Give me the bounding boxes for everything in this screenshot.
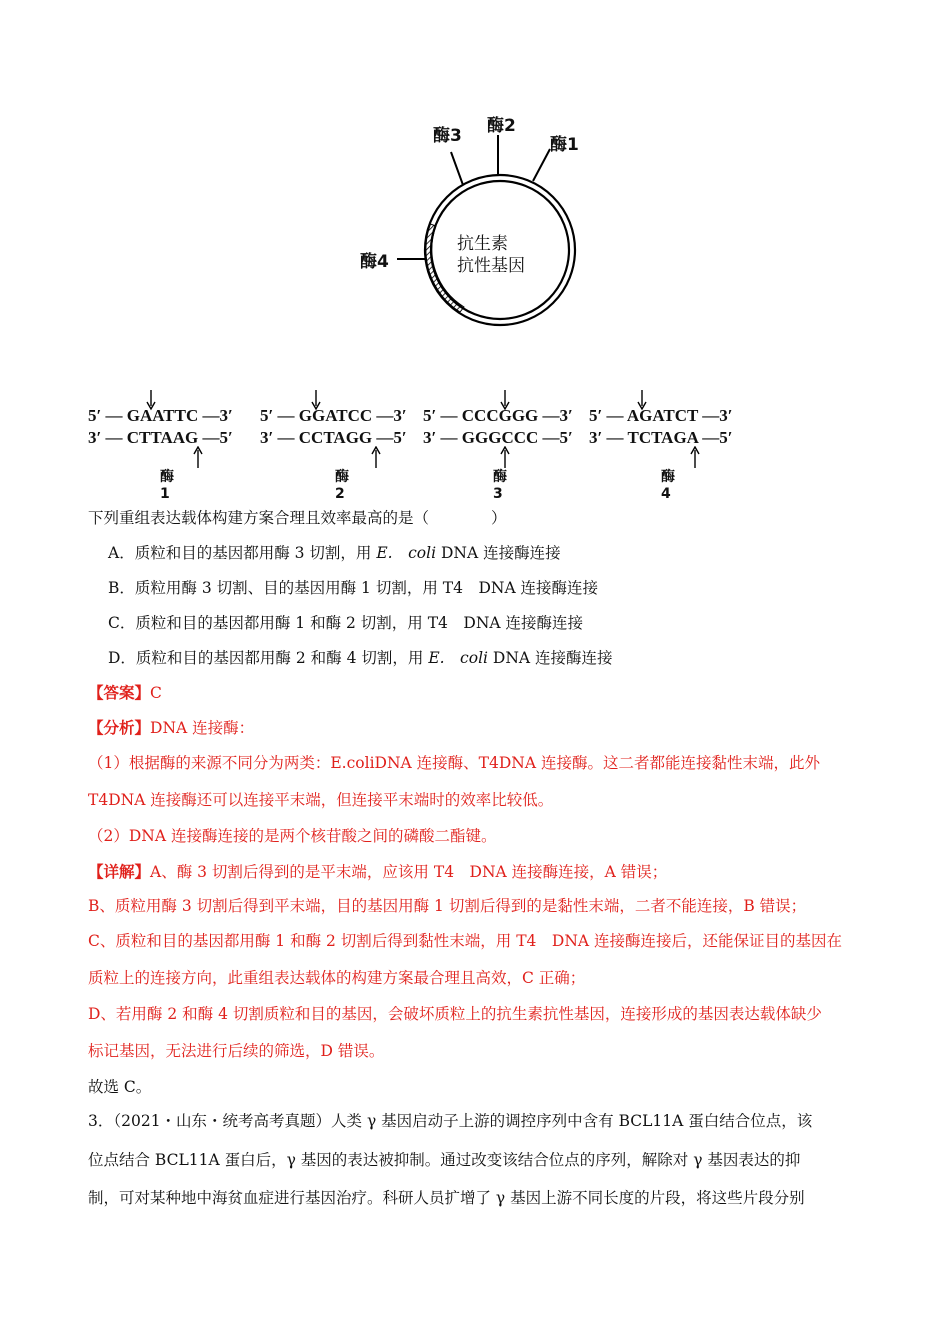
enzyme-label-1: 酶1 (160, 469, 174, 502)
enzyme-label-3: 酶3 (493, 469, 507, 502)
cut-arrow-bottom-2 (370, 446, 382, 468)
option-a-italic: E. coli (376, 544, 437, 562)
sequence-bottom-2: 3′ — CCTAGG —5′ (260, 428, 407, 447)
plasmid-label-enzyme4: 酶4 (360, 252, 389, 272)
sequence-top-4: 5′ — AGATCT —3′ (589, 406, 733, 425)
option-a-post: DNA 连接酶连接 (440, 544, 561, 562)
option-d-italic: E. coli (428, 649, 488, 667)
explanation-tag: 【详解】 (88, 862, 151, 881)
sequence-bottom-1: 3′ — CTTAAG —5′ (88, 428, 233, 447)
analysis-tag: 【分析】 (88, 718, 151, 737)
question-stem: 下列重组表达载体构建方案合理且效率最高的是（ ） (88, 509, 507, 527)
next-question-line1: 3．（2021・山东・统考高考真题）人类 γ 基因启动子上游的调控序列中含有 BCL11A 蛋白结合位点，该 (88, 1112, 813, 1130)
next-question-line3: 制，可对某种地中海贫血症进行基因治疗。科研人员扩增了 γ 基因上游不同长度的片段，将这些片段分别 (88, 1189, 805, 1207)
explanation-c2: 质粒上的连接方向，此重组表达载体的构建方案最合理且高效，C 正确； (88, 969, 586, 987)
explanation-a-text: A、酶 3 切割后得到的是平末端，应该用 T4 DNA 连接酶连接，A 错误； (150, 863, 668, 881)
next-question-line2: 位点结合 BCL11A 蛋白后，γ 基因的表达被抑制。通过改变该结合位点的序列，解除对 γ 基因表达的抑 (88, 1151, 801, 1169)
cut-arrow-bottom-4 (689, 446, 701, 468)
plasmid-label-enzyme3: 酶3 (433, 126, 462, 146)
cut-arrow-bottom-1 (192, 446, 204, 468)
sequence-bottom-4: 3′ — TCTAGA —5′ (589, 428, 733, 447)
analysis-p1-line2: T4DNA 连接酶还可以连接平末端，但连接平末端时的效率比较低。 (88, 791, 554, 809)
plasmid-label-enzyme1: 酶1 (550, 135, 579, 155)
plasmid-label-enzyme2: 酶2 (487, 116, 516, 136)
analysis-head-text: DNA 连接酶： (150, 719, 255, 737)
plasmid-gene-label (457, 233, 525, 277)
explanation-d2: 标记基因，无法进行后续的筛选，D 错误。 (88, 1042, 385, 1060)
gene-label-line2: 抗性基因 (457, 256, 525, 276)
explanation-d1: D、若用酶 2 和酶 4 切割质粒和目的基因，会破坏质粒上的抗生素抗性基因，连接形成的基因表达载体缺少 (88, 1005, 822, 1023)
conclusion: 故选 C。 (88, 1078, 152, 1096)
sequence-top-1: 5′ — GAATTC —3′ (88, 406, 233, 425)
sequence-top-3: 5′ — CCCGGG —3′ (423, 406, 573, 425)
enzyme-label-4: 酶4 (661, 469, 675, 502)
gene-label-line1: 抗生素 (457, 234, 508, 254)
analysis-p2: （2）DNA 连接酶连接的是两个核苷酸之间的磷酸二酯键。 (88, 827, 497, 845)
option-d (108, 647, 613, 669)
sequence-bottom-3: 3′ — GGGCCC —5′ (423, 428, 573, 447)
enzyme1-site-line (533, 149, 550, 181)
enzyme-label-2: 酶2 (335, 469, 349, 502)
option-c: C．质粒和目的基因都用酶 1 和酶 2 切割，用 T4 DNA 连接酶连接 (108, 614, 584, 632)
explanation-a (88, 861, 667, 883)
answer-line (88, 682, 162, 704)
option-b: B．质粒用酶 3 切割、目的基因用酶 1 切割，用 T4 DNA 连接酶连接 (108, 579, 599, 597)
option-a-pre: A．质粒和目的基因都用酶 3 切割，用 (108, 544, 372, 562)
analysis-head (88, 717, 254, 739)
explanation-b: B、质粒用酶 3 切割后得到平末端，目的基因用酶 1 切割后得到的是黏性末端，二者不能连接，B 错误； (88, 897, 807, 915)
enzyme3-site-line (451, 152, 463, 185)
analysis-p1-line1: （1）根据酶的来源不同分为两类：E.coliDNA 连接酶、T4DNA 连接酶。这二者都能连接黏性末端，此外 (88, 754, 820, 772)
option-d-pre: D．质粒和目的基因都用酶 2 和酶 4 切割，用 (108, 649, 424, 667)
answer-value: C (150, 684, 162, 702)
cut-arrow-bottom-3 (499, 446, 511, 468)
sequence-top-2: 5′ — GGATCC —3′ (260, 406, 407, 425)
answer-tag: 【答案】 (88, 683, 151, 702)
option-d-post: DNA 连接酶连接 (492, 649, 613, 667)
option-a (108, 542, 561, 564)
explanation-c1: C、质粒和目的基因都用酶 1 和酶 2 切割后得到黏性末端，用 T4 DNA 连接酶连接后，还能保证目的基因在 (88, 932, 843, 950)
